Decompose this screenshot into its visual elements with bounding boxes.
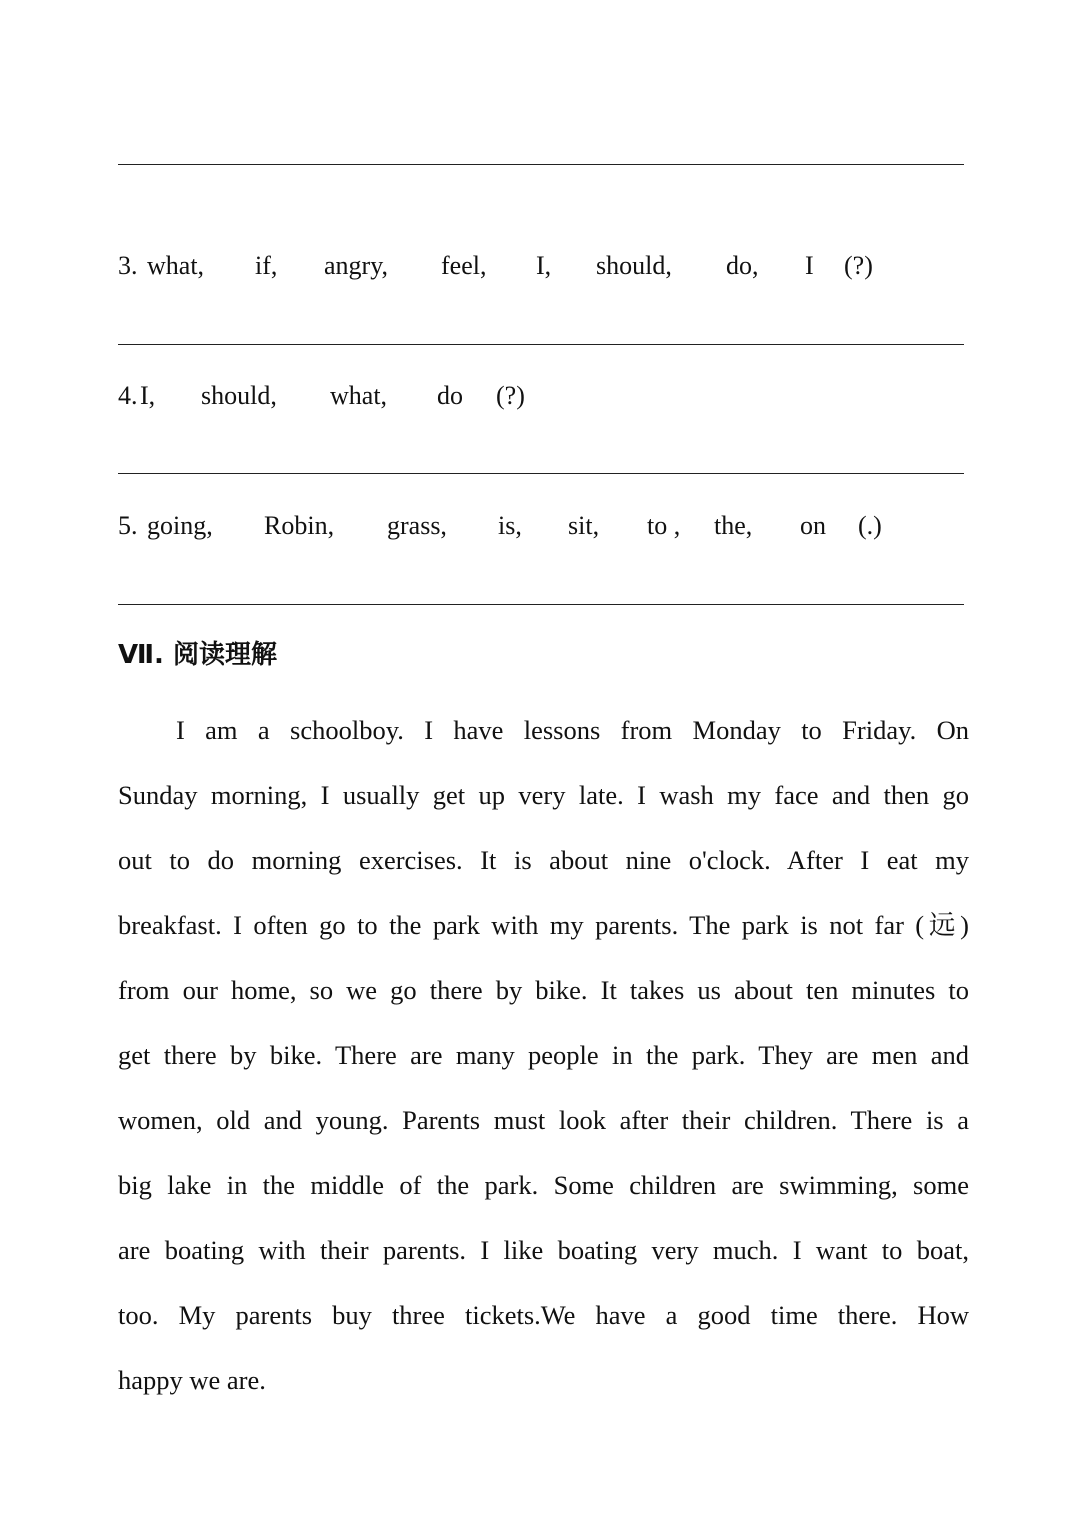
word: to ,	[647, 511, 681, 540]
word: (?)	[496, 381, 525, 410]
word: do,	[726, 251, 759, 280]
passage-line: get there by bike. There are many people in the park. They are men and	[118, 1040, 969, 1070]
word: what,	[330, 381, 388, 410]
passage-line: women, old and young. Parents must look after their children. There is a	[118, 1105, 969, 1135]
word: I	[805, 251, 814, 280]
word: feel,	[441, 251, 487, 280]
answer-line-4	[118, 473, 964, 474]
word: if,	[255, 251, 278, 280]
exercise-number: 4.	[118, 381, 138, 410]
word: grass,	[387, 511, 447, 540]
passage-line: Sunday morning, I usually get up very late. I wash my face and then go	[118, 780, 969, 810]
exercise-4	[118, 381, 964, 411]
word: Robin,	[264, 511, 335, 540]
exercise-number: 5.	[118, 511, 138, 540]
passage-line: are boating with their parents. I like boating very much. I want to boat,	[118, 1235, 969, 1265]
passage-line: I am a schoolboy. I have lessons from Monday to Friday. On	[176, 715, 969, 745]
word: (?)	[844, 251, 873, 280]
passage-line: breakfast. I often go to the park with my parents. The park is not far (远)	[118, 910, 969, 940]
reading-passage	[118, 698, 969, 1413]
passage-line: too. My parents buy three tickets.We have a good time there. How	[118, 1300, 969, 1330]
word: do	[437, 381, 463, 410]
word: going,	[147, 511, 213, 540]
passage-line: from our home, so we go there by bike. It takes us about ten minutes to	[118, 975, 969, 1005]
exercise-3	[118, 251, 964, 281]
answer-line-3	[118, 344, 964, 345]
word: should,	[201, 381, 277, 410]
word: what,	[147, 251, 205, 280]
word: on	[800, 511, 826, 540]
word: is,	[498, 511, 522, 540]
passage-line: happy we are.	[118, 1365, 266, 1395]
passage-line: big lake in the middle of the park. Some children are swimming, some	[118, 1170, 969, 1200]
section-heading: Ⅶ. 阅读理解	[118, 640, 277, 670]
word: the,	[714, 511, 753, 540]
word: (.)	[858, 511, 882, 540]
word: I,	[140, 381, 156, 410]
word: angry,	[324, 251, 389, 280]
passage-line: out to do morning exercises. It is about nine o'clock. After I eat my	[118, 845, 969, 875]
word: sit,	[568, 511, 600, 540]
answer-line-2	[118, 164, 964, 165]
exercise-number: 3.	[118, 251, 138, 280]
word: I,	[536, 251, 552, 280]
word: should,	[596, 251, 672, 280]
answer-line-5	[118, 604, 964, 605]
exercise-5	[118, 511, 964, 541]
